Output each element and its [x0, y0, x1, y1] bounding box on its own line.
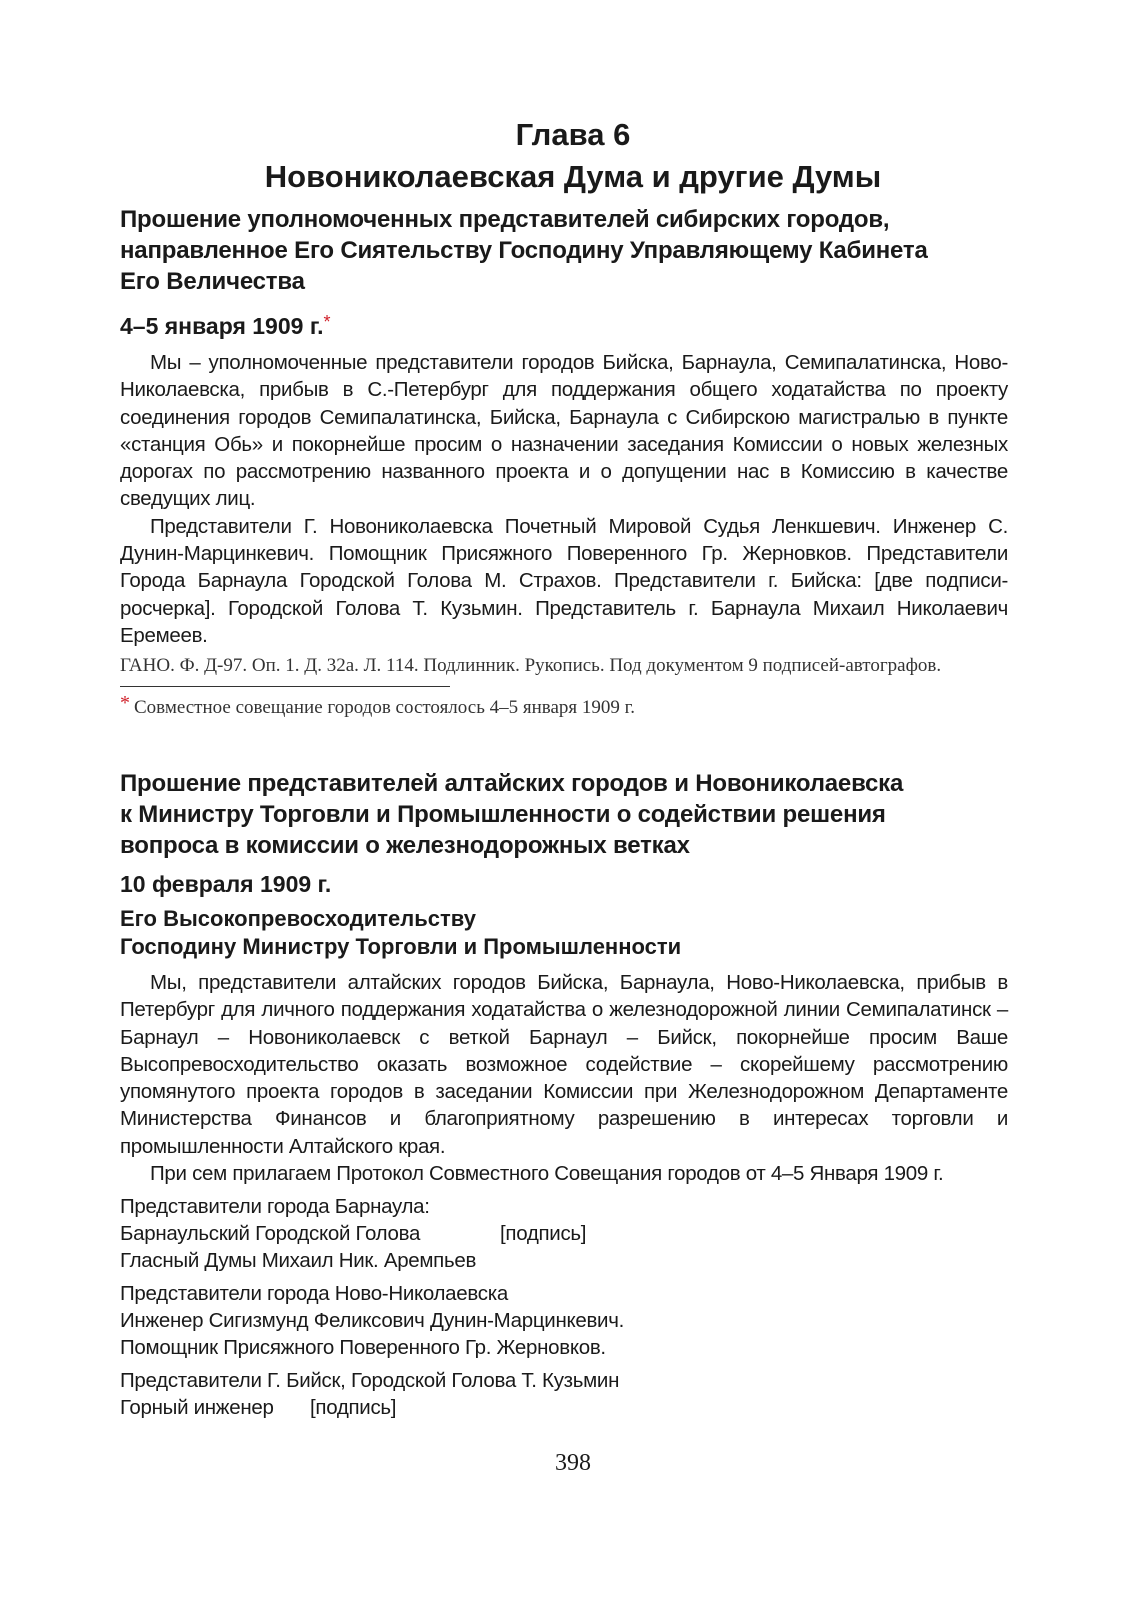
archive-source: ГАНО. Ф. Д-97. Оп. 1. Д. 32а. Л. 114. Подлинник. Рукопись. Под документом 9 подписей-автографов. [120, 655, 942, 677]
footnote-text: Совместное совещание городов состоялось 4–5 января 1909 г. [134, 697, 636, 719]
signatures-barnaul [120, 1193, 1008, 1274]
doc2-heading-line: к Министру Торговли и Промышленности о содействии решения [120, 801, 886, 828]
doc1-heading-line: Его Величества [120, 268, 305, 295]
doc2-heading-line: вопроса в комиссии о железнодорожных ветках [120, 832, 690, 859]
signatures-biysk [120, 1367, 1008, 1421]
signature-name: Горный инженер [120, 1396, 274, 1420]
signature-placeholder: [подпись] [500, 1222, 587, 1246]
doc1-paragraph-2: Представители Г. Новониколаевска Почетный Мировой Судья Ленкшевич. Инженер С. Дунин-Марцинкевич. Помощник Присяжного Поверенного Гр. Жерновков. Представители Города Барнаула Городской Голова М. Страхов. Представители г. Бийска: [две подписи-росчерка]. Городской Голова Т. Кузьмин. Представитель г. Барнаула Михаил Николаевич Еремеев. [120, 514, 1008, 647]
doc2-heading-line: Прошение представителей алтайских городов и Новониколаевска [120, 770, 904, 797]
signature-group-title: Представители города Ново-Николаевска [120, 1282, 508, 1306]
signature-name: Представители Г. Бийск, Городской Голова Т. Кузьмин [120, 1369, 620, 1393]
signature-placeholder: [подпись] [310, 1396, 397, 1420]
page-number: 398 [555, 1450, 591, 1476]
chapter-title [0, 114, 1146, 198]
doc1-date-text: 4–5 января 1909 г. [120, 313, 324, 339]
footnote-reference: * [323, 312, 331, 332]
doc1-heading-line: направленное Его Сиятельству Господину Управляющему Кабинета [120, 237, 928, 264]
signature-name: Инженер Сигизмунд Феликсович Дунин-Марцинкевич. [120, 1309, 624, 1333]
doc1-heading [120, 204, 1008, 297]
footnote-divider [120, 686, 450, 687]
footnote [120, 691, 1008, 720]
signatures-novonikolaevsk [120, 1280, 1008, 1361]
footnote-mark: * [120, 692, 130, 715]
doc2-date: 10 февраля 1909 г. [120, 871, 332, 897]
signature-group-title: Представители города Барнаула: [120, 1195, 430, 1219]
signature-name: Барнаульский Городской Голова [120, 1222, 421, 1246]
addressee-line: Господину Министру Торговли и Промышленности [120, 934, 682, 959]
addressee-line: Его Высокопревосходительству [120, 906, 476, 931]
document-2 [120, 768, 1008, 1421]
chapter-number: Глава 6 [515, 117, 631, 152]
signature-name: Гласный Думы Михаил Ник. Аремпьев [120, 1249, 477, 1273]
doc1-paragraph-1: Мы – уполномоченные представители городов Бийска, Барнаула, Семипалатинска, Ново-Николаевска, прибыв в С.-Петербург для поддержания общего ходатайства по проекту соединения городов Семипалатинска, Бийска, Барнаула с Сибирскою магистралью в пункте «станция Обь» и покорнейше просим о назначении заседания Комиссии о новых железных дорогах по рассмотрению названного проекта и о допущении нас в Комиссию в качестве сведущих лиц. [120, 351, 1008, 511]
document-1 [120, 204, 1008, 720]
signature-row [120, 1220, 1008, 1247]
doc2-paragraph-1: Мы, представители алтайских городов Бийска, Барнаула, Ново-Николаевска, прибыв в Петербург для личного поддержания ходатайства о железнодорожной линии Семипалатинск – Барнаул – Новониколаевск с веткой Барнаул – Бийск, покорнейше просим Ваше Высопревосходительство оказать возможное содействие – скорейшему рассмотрению упомянутого проекта городов в заседании Комиссии при Железнодорожном Департаменте Министерства Финансов и благоприятному разрешению в интересах торговли и промышленности Алтайского края. [120, 971, 1008, 1158]
doc1-date [120, 307, 1008, 341]
chapter-name: Новониколаевская Дума и другие Думы [264, 159, 882, 194]
doc2-paragraph-2: При сем прилагаем Протокол Совместного Совещания городов от 4–5 Января 1909 г. [150, 1162, 944, 1186]
doc2-heading [120, 768, 1008, 861]
signature-row [120, 1394, 1008, 1421]
doc1-heading-line: Прошение уполномоченных представителей сибирских городов, [120, 206, 890, 233]
doc2-addressee [120, 905, 1008, 961]
signature-name: Помощник Присяжного Поверенного Гр. Жерновков. [120, 1336, 606, 1360]
